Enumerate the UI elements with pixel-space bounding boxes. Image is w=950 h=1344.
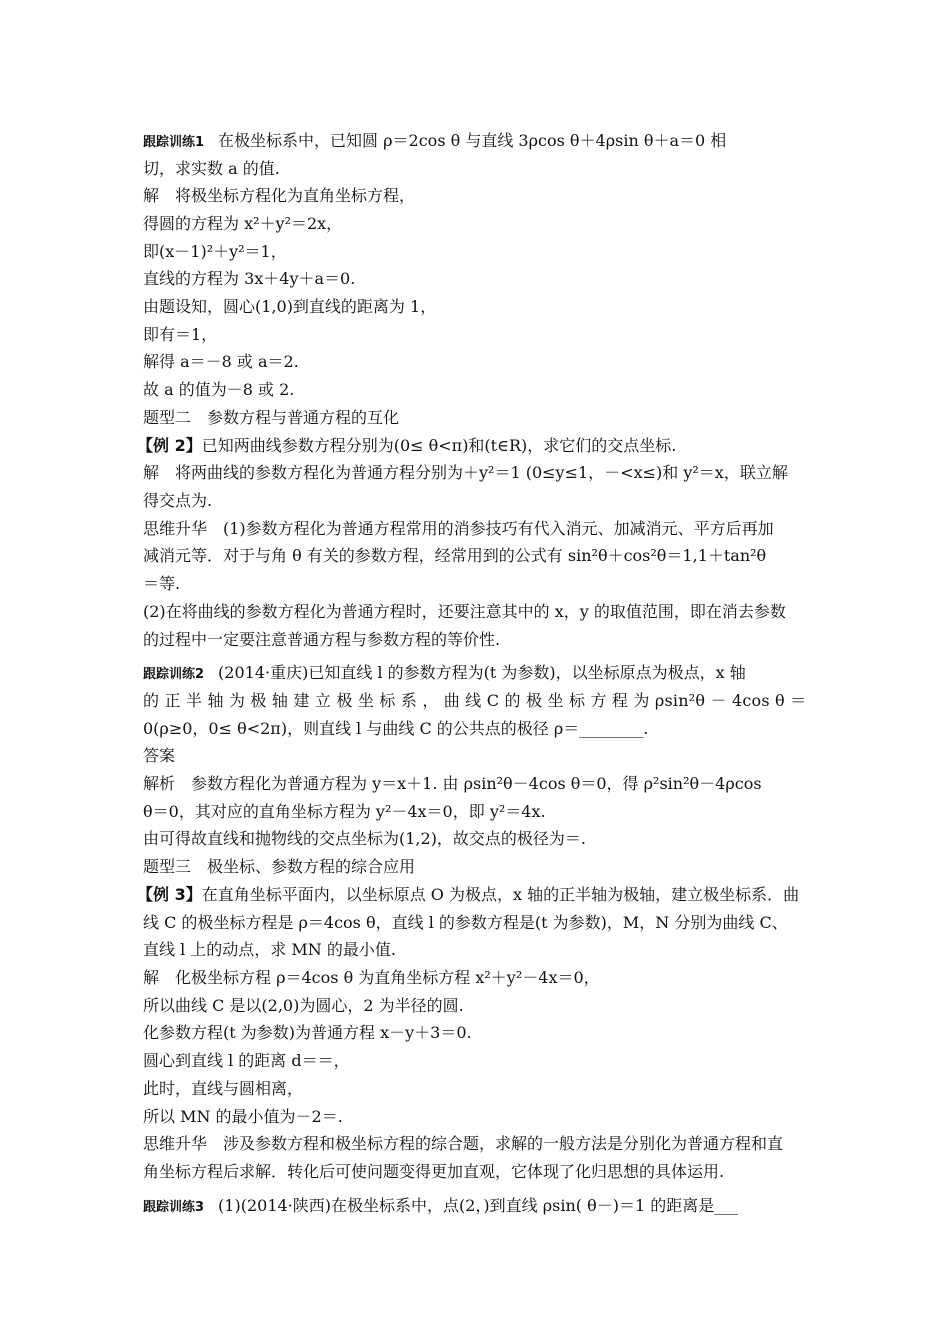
line-text: 切，求实数 a 的值. — [143, 159, 280, 178]
text-line — [143, 214, 815, 234]
text-line — [143, 913, 815, 933]
text-line — [143, 1196, 815, 1218]
line-text: 解 将极坐标方程化为直角坐标方程， — [143, 186, 416, 205]
line-text: 此时，直线与圆相离， — [143, 1079, 304, 1098]
line-text: 所以曲线 C 是以(2,0)为圆心，2 为半径的圆. — [143, 996, 464, 1015]
text-line — [143, 1107, 815, 1127]
text-line — [137, 436, 809, 456]
line-text: 化参数方程(t 为参数)为普通方程 x－y＋3＝0. — [143, 1023, 472, 1042]
line-text: 的过程中一定要注意普通方程与参数方程的等价性. — [143, 630, 501, 649]
line-text: 的 正 半 轴 为 极 轴 建 立 极 坐 标 系 ， 曲 线 C 的 极 坐 标 方 程 为 ρsin²θ － 4cos θ ＝ — [143, 691, 807, 710]
text-line — [143, 940, 815, 960]
line-text: 即有＝1， — [143, 325, 218, 344]
line-text: ＝等. — [143, 574, 181, 593]
line-text: 在直角坐标平面内，以坐标原点 O 为极点，x 轴的正半轴为极轴，建立极坐标系．曲 — [201, 885, 800, 904]
text-line — [143, 269, 815, 289]
section-heading — [143, 408, 815, 428]
line-text: 减消元等．对于与角 θ 有关的参数方程，经常用到的公式有 sin²θ＋cos²θ＝1,1＋tan²θ — [143, 546, 767, 565]
text-line — [143, 602, 815, 622]
line-text: 答案 — [143, 746, 176, 765]
text-line — [143, 1023, 815, 1043]
text-line — [143, 774, 815, 794]
text-line — [143, 325, 815, 345]
text-line — [143, 380, 815, 400]
text-line — [143, 968, 815, 988]
text-line — [143, 352, 815, 372]
text-line — [143, 574, 815, 594]
text-line — [143, 663, 815, 685]
line-text: 所以 MN 的最小值为－2＝. — [143, 1107, 343, 1126]
line-text: θ＝0，其对应的直角坐标方程为 y²－4x＝0，即 y²＝4x. — [143, 802, 546, 821]
line-text: 0(ρ≥0，0≤ θ<2π)，则直线 l 与曲线 C 的公共点的极径 ρ＝________. — [143, 719, 649, 738]
line-text: 圆心到直线 l 的距离 d＝＝， — [143, 1051, 350, 1070]
text-line — [143, 463, 815, 483]
line-text: 直线的方程为 3x＋4y＋a＝0. — [143, 269, 356, 288]
text-line — [143, 131, 815, 153]
line-text: 故 a 的值为－8 或 2. — [143, 380, 295, 399]
text-line — [143, 297, 815, 317]
text-line — [143, 1134, 815, 1154]
text-line — [137, 885, 809, 905]
line-text: 线 C 的极坐标方程是 ρ＝4cos θ，直线 l 的参数方程是(t 为参数)，M，N 分别为曲线 C、 — [143, 913, 788, 932]
text-line — [143, 186, 815, 206]
text-line — [143, 802, 815, 822]
line-text: 得圆的方程为 x²＋y²＝2x， — [143, 214, 343, 233]
text-line — [143, 519, 815, 539]
line-text: 题型三 极坐标、参数方程的综合应用 — [143, 857, 416, 876]
text-line — [143, 242, 815, 262]
line-text: 直线 l 上的动点，求 MN 的最小值. — [143, 940, 396, 959]
exercise-tag: 跟踪训练1 — [143, 135, 205, 150]
exercise-tag: 跟踪训练3 — [143, 1200, 205, 1215]
line-text: 解得 a＝－8 或 a＝2. — [143, 352, 299, 371]
text-line — [143, 746, 815, 766]
text-line — [143, 546, 815, 566]
section-heading — [143, 857, 815, 877]
line-text: 在极坐标系中，已知圆 ρ＝2cos θ 与直线 3ρcos θ＋4ρsin θ＋a＝0 相 — [218, 131, 727, 150]
line-text: 思维升华 (1)参数方程化为普通方程常用的消参技巧有代入消元、加减消元、平方后再加 — [143, 519, 774, 538]
text-line — [143, 1079, 815, 1099]
exercise-tag: 跟踪训练2 — [143, 667, 205, 682]
line-text: 由可得故直线和抛物线的交点坐标为(1,2)，故交点的极径为＝. — [143, 829, 587, 848]
line-text: 得交点为. — [143, 491, 213, 510]
line-text: 即(x－1)²＋y²＝1， — [143, 242, 287, 261]
line-text: 解 将两曲线的参数方程化为普通方程分别为＋y²＝1 (0≤y≤1，－<x≤)和 y²＝x，联立解 — [143, 463, 788, 482]
text-line — [143, 1051, 815, 1071]
line-text: 思维升华 涉及参数方程和极坐标方程的综合题，求解的一般方法是分别化为普通方程和直 — [143, 1134, 784, 1153]
text-line — [143, 996, 815, 1016]
line-text: 由题设知，圆心(1,0)到直线的距离为 1， — [143, 297, 437, 316]
text-line — [143, 829, 815, 849]
example-tag: 【例 3】 — [137, 885, 202, 904]
line-text: (2)在将曲线的参数方程化为普通方程时，还要注意其中的 x，y 的取值范围，即在消去参数 — [143, 602, 786, 621]
line-text: 解析 参数方程化为普通方程为 y＝x＋1. 由 ρsin²θ－4cos θ＝0，得 ρ²sin²θ－4ρcos — [143, 774, 762, 793]
text-line — [143, 630, 815, 650]
line-text: (2014·重庆)已知直线 l 的参数方程为(t 为参数)，以坐标原点为极点，x 轴 — [218, 663, 746, 682]
line-text: 角坐标方程后求解．转化后可使问题变得更加直观，它体现了化归思想的具体运用. — [143, 1162, 725, 1181]
line-text: 已知两曲线参数方程分别为(0≤ θ<π)和(t∈R)，求它们的交点坐标. — [201, 436, 677, 455]
text-line — [143, 1162, 815, 1182]
line-text: 题型二 参数方程与普通方程的互化 — [143, 408, 400, 427]
line-text: (1)(2014·陕西)在极坐标系中，点(2，)到直线 ρsin( θ－)＝1 的距离是___ — [218, 1196, 739, 1215]
text-line — [143, 159, 815, 179]
text-line — [143, 691, 815, 711]
text-line — [143, 491, 815, 511]
text-line — [143, 719, 815, 739]
line-text: 解 化极坐标方程 ρ＝4cos θ 为直角坐标方程 x²＋y²－4x＝0， — [143, 968, 600, 987]
example-tag: 【例 2】 — [137, 436, 202, 455]
